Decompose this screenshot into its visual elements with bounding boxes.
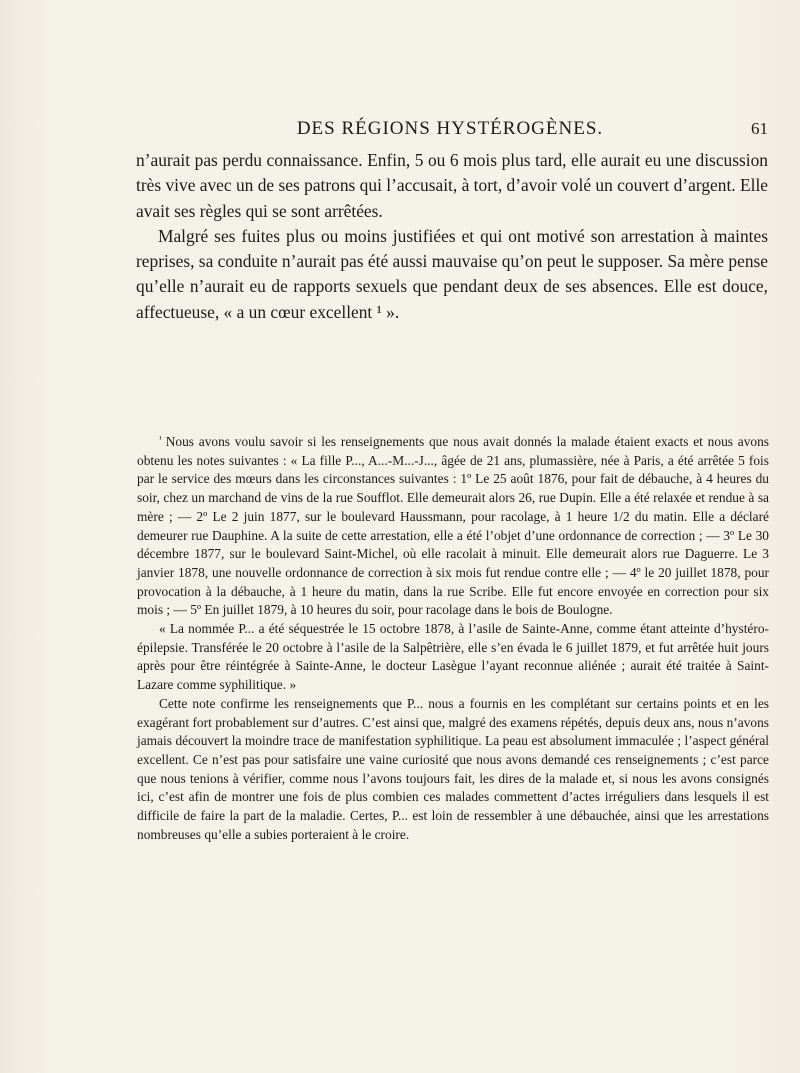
paragraph: Malgré ses fuites plus ou moins justifiées et qui ont motivé son arrestation à maintes reprises, sa conduite n’aurait pas été aussi mauvaise qu’on peut le supposer. Sa mère pense qu’elle n’aurait eu de rapports sexuels que pendant deux de ses absences. Elle est douce, affectueuse, « a un cœur excellent ¹ ». xyxy=(136,225,768,322)
footnote-text: Nous avons voulu savoir si les renseignements que nous avait donnés la malade étaient exacts et nous avons obtenu les notes suivantes : « La fille P..., A...-M...-J..., âgée de 21 ans, plumassière, née à Paris, a été arrêtée 5 fois par le service des mœurs dans les circonstances suivantes : 1º Le 25 août 1876, pour fait de débauche, à 4 heures du soir, chez un marchand de vins de la rue Soufflot. Elle demeurait alors 26, rue Dupin. Elle a été relaxée et rendue à sa mère ; — 2º Le 2 juin 1877, sur le boulevard Haussmann, pour racolage, à 1 heure 1/2 du matin. Elle a déclaré demeurer rue Dauphine. A la suite de cette arrestation, elle a été l’objet d’une ordonnance de correction ; — 3º Le 30 décembre 1877, sur le boulevard Saint-Michel, où elle racolait à minuit. Elle demeurait alors rue Daguerre. Le 3 janvier 1878, une nouvelle ordonnance de correction à six mois fut rendue contre elle ; — 4º le 20 juillet 1878, pour provocation à la débauche, à 1 heure du matin, dans la rue Scribe. Elle fut encore envoyée en correction pour six mois ; — 5º En juillet 1879, à 10 heures du soir, pour racolage dans le bois de Boulogne. xyxy=(137,434,769,618)
footnote-paragraph: « La nommée P... a été séquestrée le 15 octobre 1878, à l’asile de Sainte-Anne, comme étant atteinte d’hystéro-épilepsie. Transférée le 20 octobre à l’asile de la Salpêtrière, elle s’en évada le 6 juillet 1879, et fut arrêtée huit jours après pour être réintégrée à Sainte-Anne, le docteur Lasègue l’ayant reconnue aliénée ; aurait été traitée à Saint-Lazare comme syphilitique. » xyxy=(137,621,769,693)
running-head xyxy=(116,116,784,142)
running-title: DES RÉGIONS HYSTÉROGÈNES. xyxy=(296,118,604,139)
footnote-paragraph: Cette note confirme les renseignements que P... nous a fournis en les complétant sur certains points et en les exagérant fort probablement sur d’autres. C’est ainsi que, malgré des examens répétés, depuis deux ans, nous n’avons jamais découvert la moindre trace de manifestation syphilitique. La peau est absolument immaculée ; l’aspect général excellent. Ce n’est pas pour satisfaire une vaine curiosité que nous avons demandé ces renseignements ; c’est parce que nous tenions à vérifier, comme nous l’avons toujours fait, les dires de la malade et, si nous les avons consignés ici, c’est afin de montrer une fois de plus combien ces malades commettent d’actes irréguliers dans lesquels il est difficile de faire la part de la maladie. Certes, P... est loin de ressembler à une débauchée, ainsi que les arrestations nombreuses qu’elle a subies porteraient à le croire. xyxy=(137,695,769,842)
footnote-marker: ¹ xyxy=(159,434,162,444)
page-number: 61 xyxy=(751,119,768,138)
footnote-paragraph xyxy=(137,430,769,620)
paragraph: n’aurait pas perdu connaissance. Enfin, 5 ou 6 mois plus tard, elle aurait eu une discussion très vive avec un de ses patrons qui l’accusait, à tort, d’avoir volé un couvert d’argent. Elle avait ses règles qui se sont arrêtées. xyxy=(136,150,768,221)
main-text xyxy=(136,148,768,325)
footnote xyxy=(137,430,769,844)
